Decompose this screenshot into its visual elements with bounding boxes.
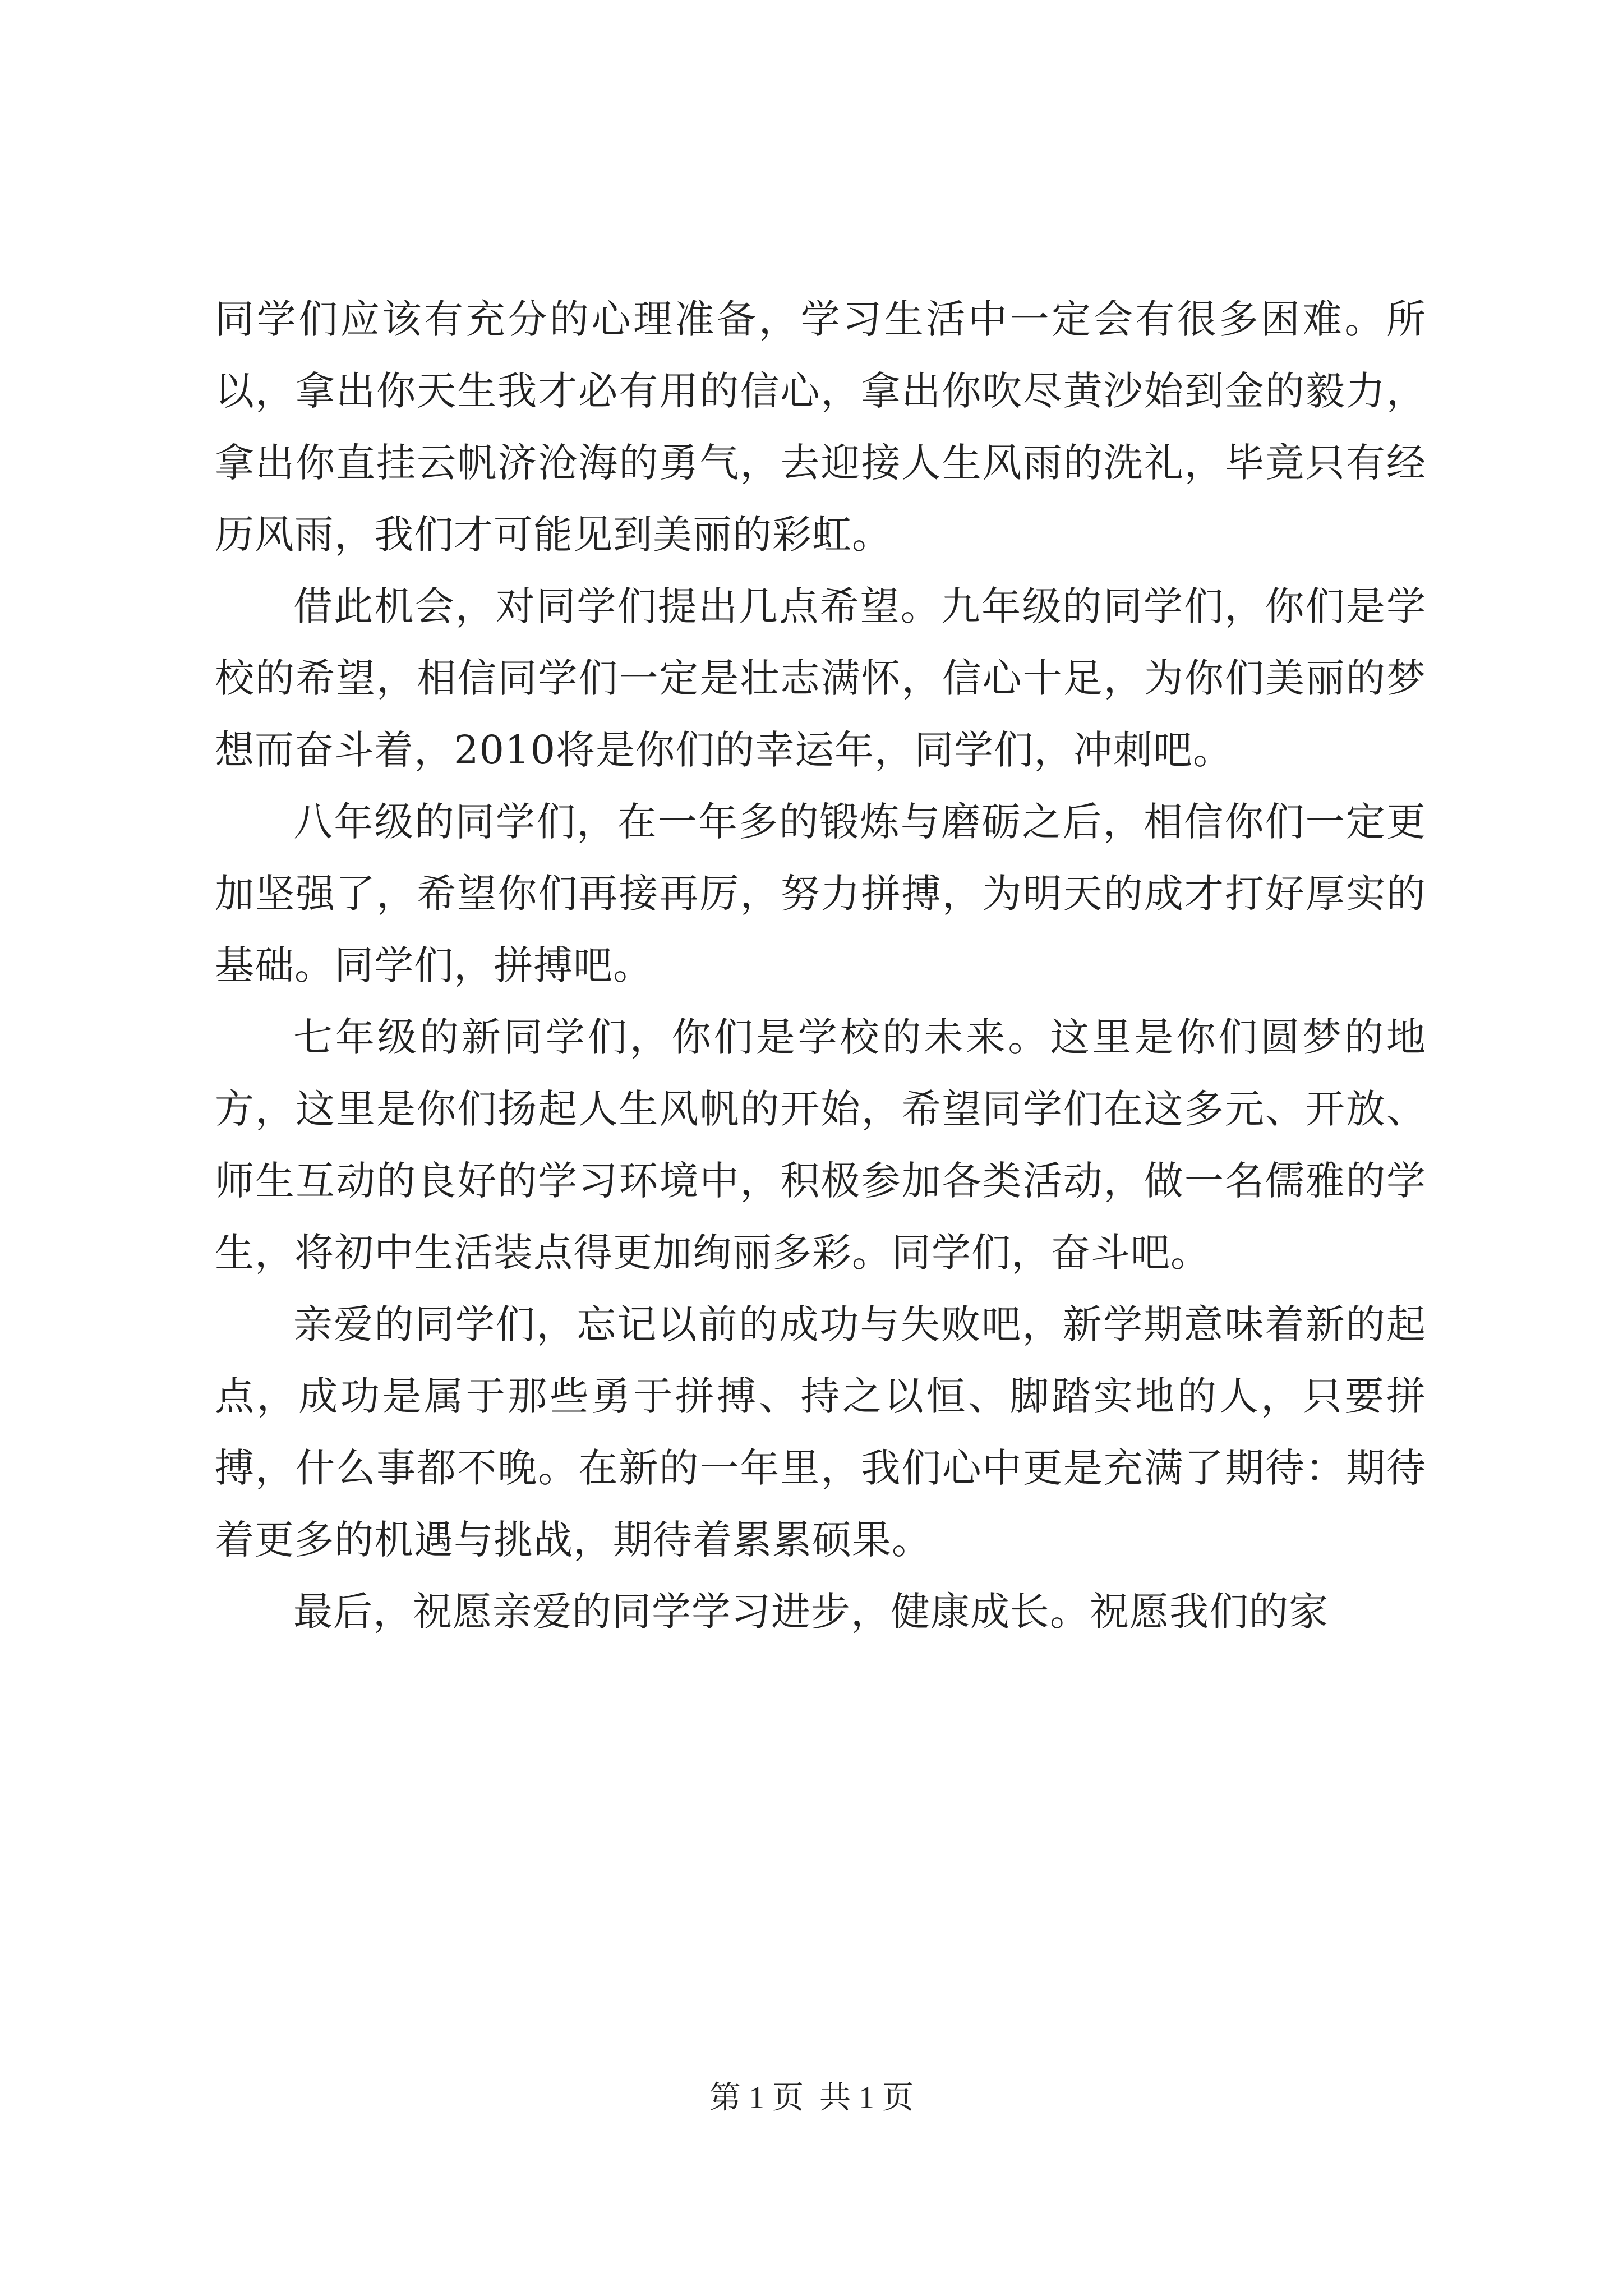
paragraph-5: 亲爱的同学们，忘记以前的成功与失败吧，新学期意味着新的起点，成功是属于那些勇于拼搏、持之以恒、脚踏实地的人，只要拼搏，什么事都不晚。在新的一年里，我们心中更是充满了期待：期待着更多的机遇与挑战，期待着累累硕果。 [215, 1301, 1426, 1563]
body-text [215, 283, 1426, 1648]
page-number-label: 第 1 页 共 1 页 [709, 2081, 914, 2115]
paragraph-2: 借此机会，对同学们提出几点希望。九年级的同学们，你们是学校的希望，相信同学们一定是壮志满怀，信心十足，为你们美丽的梦想而奋斗着，2010将是你们的幸运年，同学们，冲刺吧。 [215, 583, 1426, 773]
paragraph-1: 同学们应该有充分的心理准备，学习生活中一定会有很多困难。所以，拿出你天生我才必有用的信心，拿出你吹尽黄沙始到金的毅力，拿出你直挂云帆济沧海的勇气，去迎接人生风雨的洗礼，毕竟只有经历风雨，我们才可能见到美丽的彩虹。 [215, 296, 1426, 558]
paragraph-6: 最后，祝愿亲爱的同学学习进步，健康成长。祝愿我们的家 [293, 1589, 1329, 1635]
paragraph-4: 七年级的新同学们，你们是学校的未来。这里是你们圆梦的地方，这里是你们扬起人生风帆的开始，希望同学们在这多元、开放、师生互动的良好的学习环境中，积极参加各类活动，做一名儒雅的学生，将初中生活装点得更加绚丽多彩。同学们，奋斗吧。 [215, 1014, 1426, 1276]
paragraph-3: 八年级的同学们，在一年多的锻炼与磨砺之后，相信你们一定更加坚强了，希望你们再接再厉，努力拼搏，为明天的成才打好厚实的基础。同学们，拼搏吧。 [215, 799, 1426, 988]
page-footer [0, 2076, 1623, 2120]
